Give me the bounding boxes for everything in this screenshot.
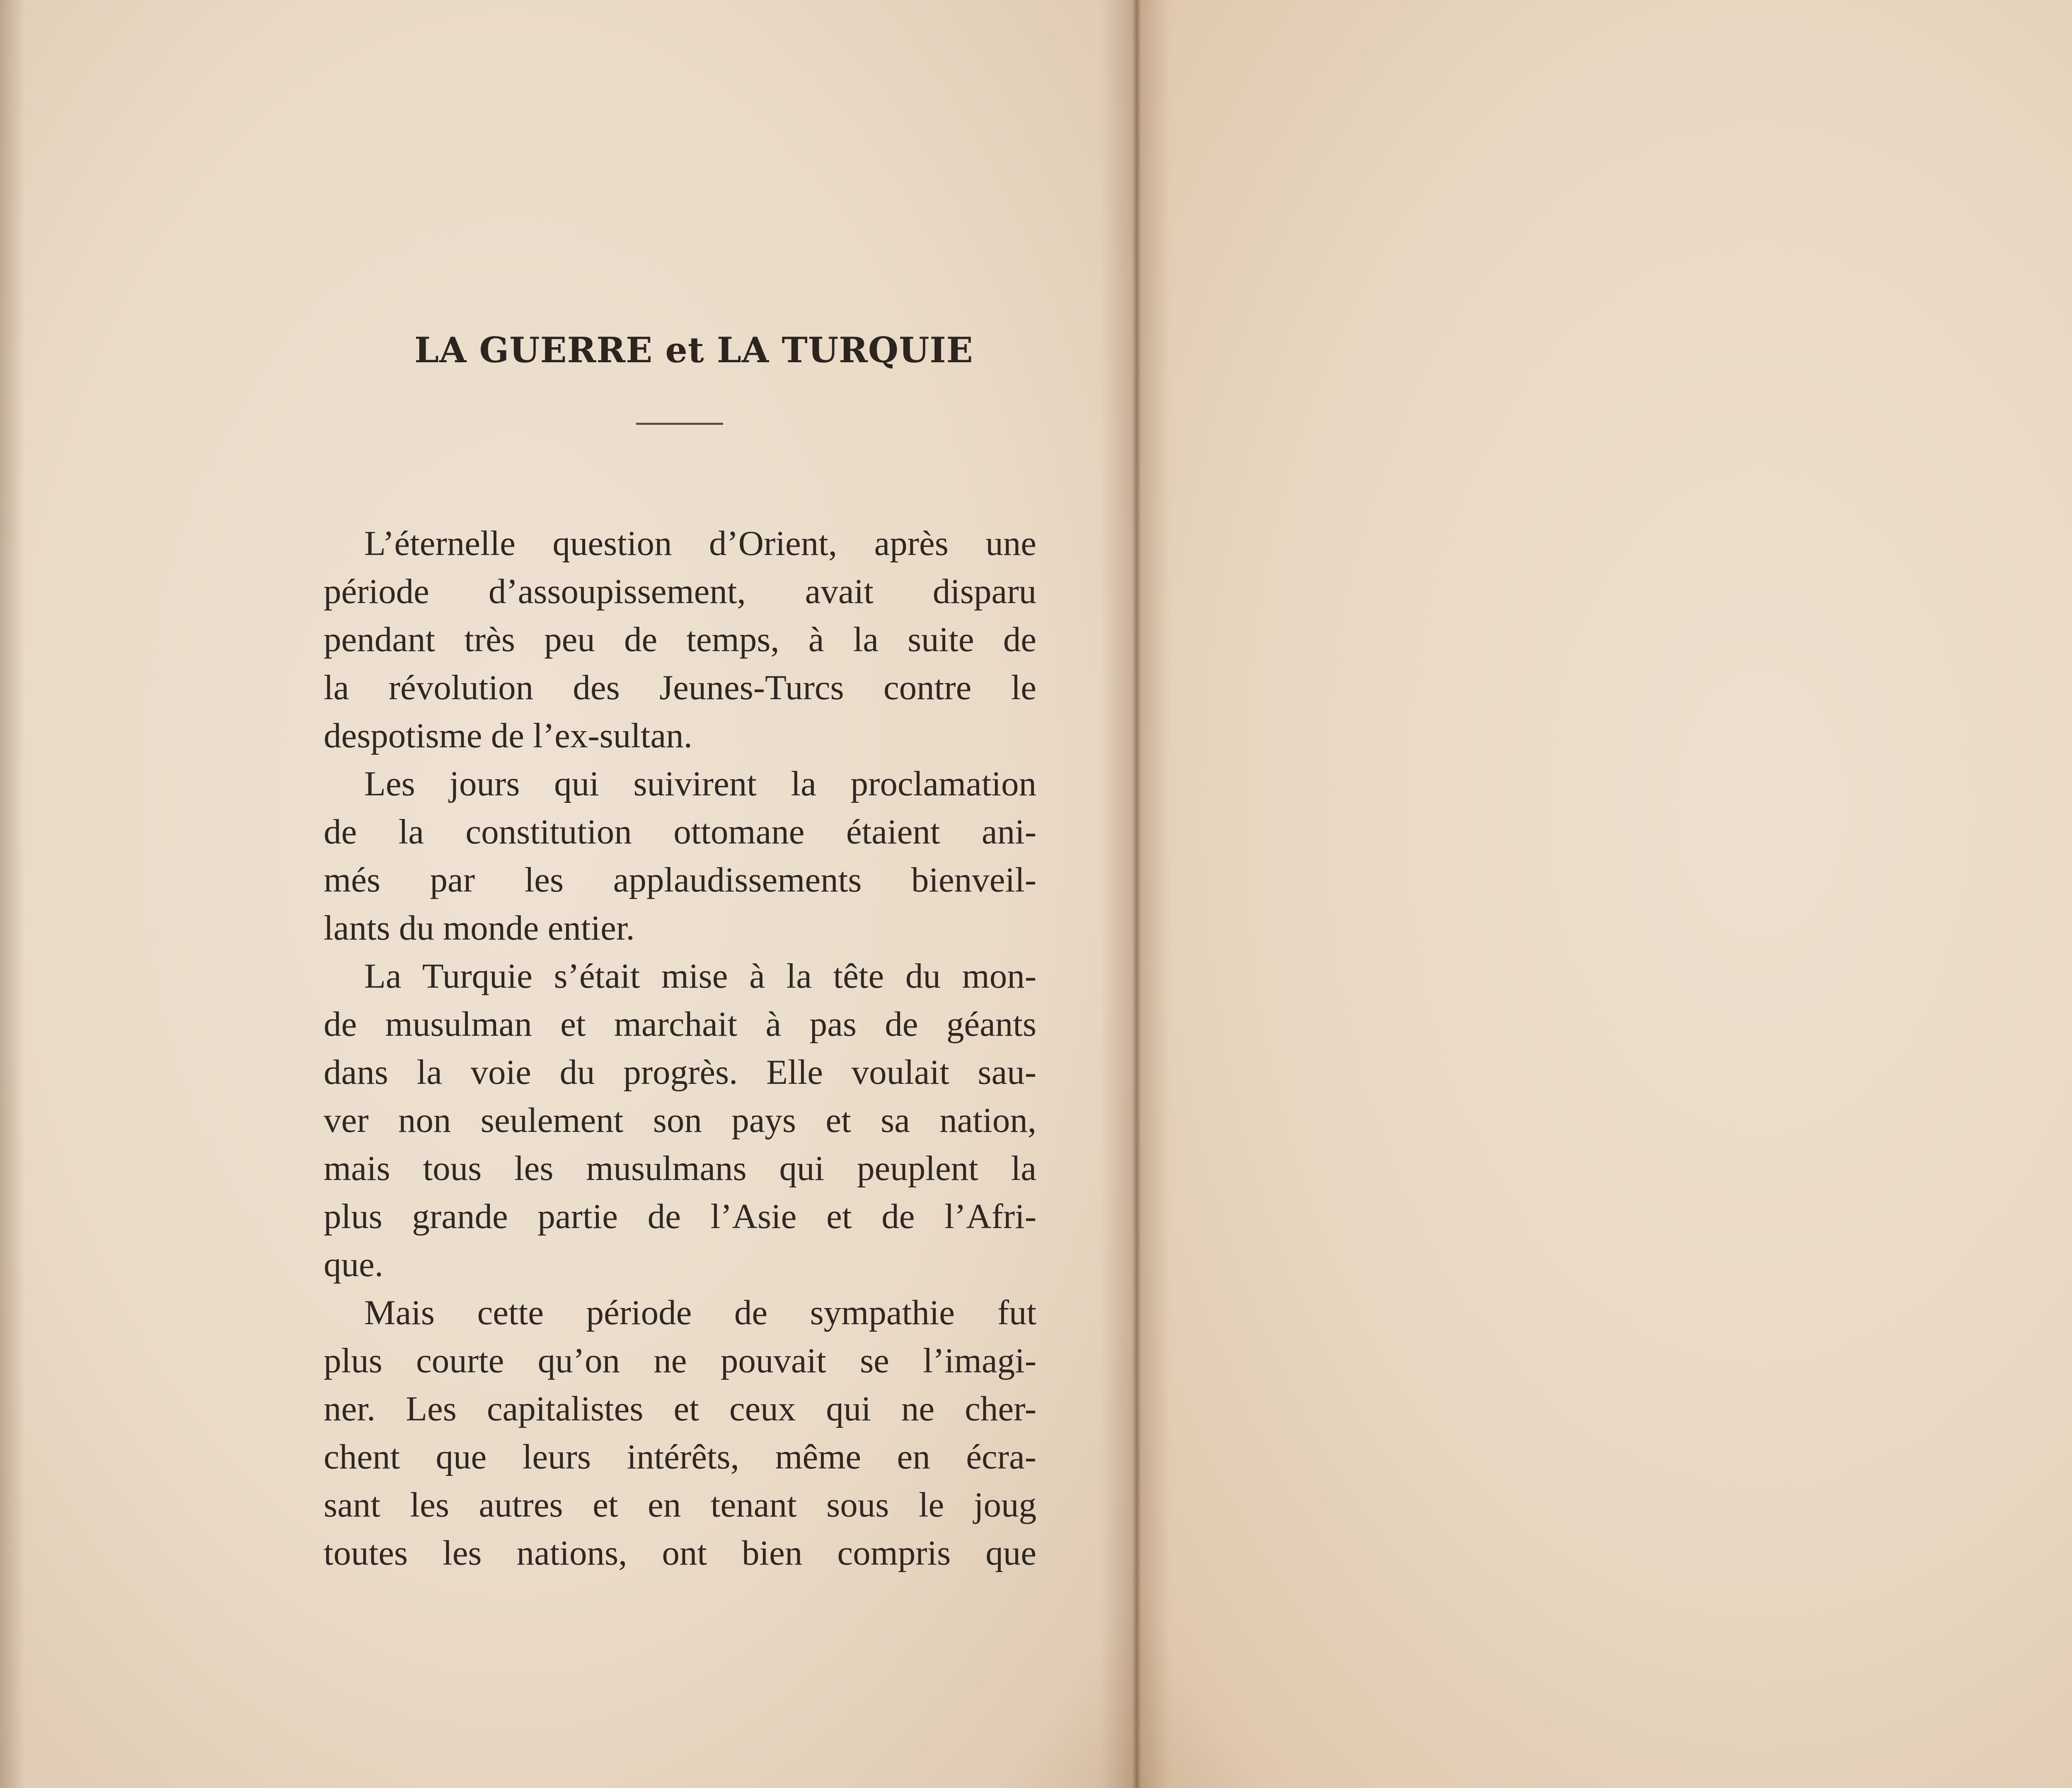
heading-rule — [636, 423, 723, 425]
text-line: période d’assoupissement, avait disparu — [324, 572, 1036, 611]
left-page-edge-shadow — [0, 0, 25, 1788]
text-line: ver non seulement son pays et sa nation, — [324, 1101, 1036, 1140]
text-line: dans la voie du progrès. Elle voulait sau- — [324, 1053, 1036, 1092]
text-line: plus grande partie de l’Asie et de l’Afri- — [324, 1197, 1036, 1236]
text-line: Mais cette période de sympathie fut — [364, 1293, 1036, 1332]
right-page — [1135, 0, 2072, 1788]
text-line: L’éternelle question d’Orient, après une — [364, 524, 1036, 563]
text-line: sant les autres et en tenant sous le joug — [324, 1485, 1036, 1524]
text-line: plus courte qu’on ne pouvait se l’imagi- — [324, 1341, 1036, 1380]
text-line: que. — [324, 1245, 383, 1284]
text-line: chent que leurs intérêts, même en écra- — [324, 1437, 1036, 1476]
text-line: despotisme de l’ex-sultan. — [324, 716, 692, 755]
text-line: la révolution des Jeunes-Turcs contre le — [324, 668, 1036, 707]
chapter-heading: LA GUERRE et LA TURQUIE — [414, 329, 973, 371]
text-line: mais tous les musulmans qui peuplent la — [324, 1149, 1036, 1188]
book-gutter — [1100, 0, 1171, 1788]
text-line: de la constitution ottomane étaient ani- — [324, 812, 1036, 851]
text-line: de musulman et marchait à pas de géants — [324, 1005, 1036, 1044]
text-line: pendant très peu de temps, à la suite de — [324, 620, 1036, 659]
text-line: més par les applaudissements bienveil- — [324, 860, 1036, 899]
left-page-text — [324, 519, 1036, 1577]
text-line: lants du monde entier. — [324, 909, 635, 947]
text-line: ner. Les capitalistes et ceux qui ne cher- — [324, 1389, 1036, 1428]
text-line: toutes les nations, ont bien compris que — [324, 1534, 1036, 1572]
text-line: La Turquie s’était mise à la tête du mon- — [364, 957, 1036, 996]
text-line: Les jours qui suivirent la proclamation — [364, 764, 1036, 803]
